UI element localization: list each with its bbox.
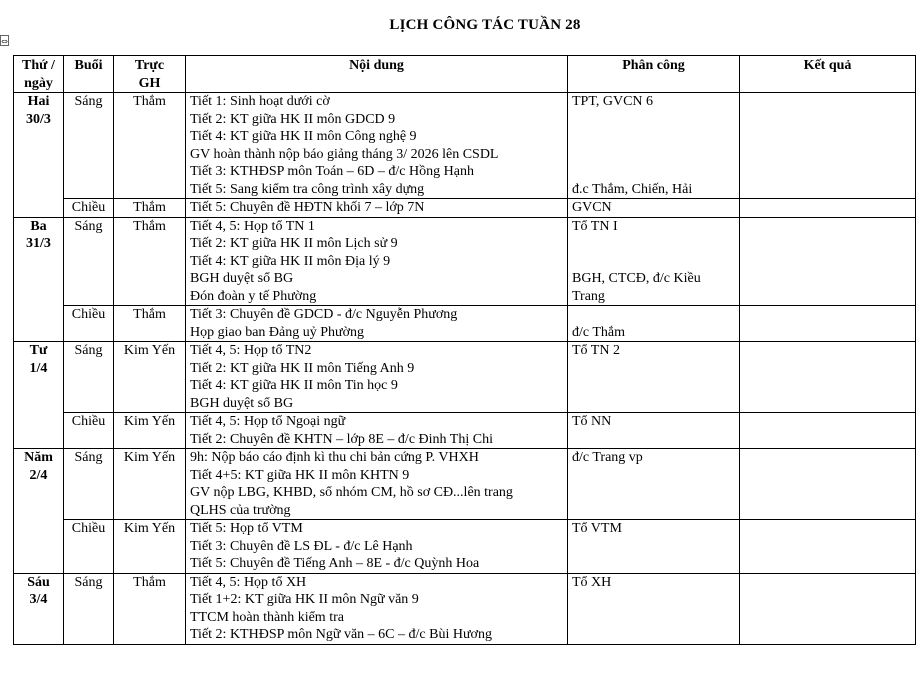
duty-cell: Thắm [114,217,186,306]
content-cell [186,306,568,342]
session-cell: Chiều [64,306,114,342]
content-line: TTCM hoàn thành kiểm tra [190,609,344,625]
day-cell [14,342,64,449]
content-line: Tiết 5: Sang kiểm tra công trình xây dựng [190,181,425,197]
content-line: Tiết 4, 5: Họp tổ TN 1 [190,218,315,234]
day-date: 31/3 [26,236,51,251]
content-cell [186,199,568,218]
assignment-cell [568,413,740,449]
session-cell: Sáng [64,217,114,306]
header-day: Thứ / ngày [14,56,64,93]
result-cell[interactable] [740,520,916,574]
duty-cell: Kim Yến [114,520,186,574]
content-line: Tiết 3: Chuyên đề LS ĐL - đ/c Lê Hạnh [190,538,413,554]
move-handle-icon[interactable]: ⇔ [1,37,8,46]
assignment-cell [568,306,740,342]
day-cell [14,93,64,218]
content-line: GV nộp LBG, KHBD, sổ nhóm CM, hồ sơ CĐ...lên trang [190,485,513,500]
result-cell[interactable] [740,573,916,644]
header-session: Buổi [64,56,114,93]
assignment-line [572,253,735,271]
content-line: Tiết 4: KT giữa HK II môn Địa lý 9 [190,253,391,269]
content-line: Họp giao ban Đảng uỷ Phường [190,324,365,340]
content-line: Tiết 4: KT giữa HK II môn Công nghệ 9 [190,129,417,144]
content-cell [186,217,568,306]
duty-cell: Kim Yến [114,342,186,413]
header-result: Kết quả [740,56,916,93]
content-line: GV hoàn thành nộp báo giảng tháng 3/ 2026 lên CSDL [190,146,499,162]
content-line: Đón đoàn y tế Phường [190,288,317,304]
assignment-line: đ/c Thắm [572,324,626,340]
result-cell[interactable] [740,342,916,413]
session-cell: Chiều [64,413,114,449]
table-row [14,520,916,574]
assignment-line: Tổ TN 2 [572,343,620,358]
assignment-line: BGH, CTCĐ, đ/c Kiều [572,271,701,286]
assignment-line: Tổ NN [572,414,612,429]
assignment-line: TPT, GVCN 6 [572,94,654,109]
result-cell[interactable] [740,449,916,520]
content-cell [186,413,568,449]
session-cell: Chiều [64,199,114,218]
content-line: Tiết 2: KT giữa HK II môn Lịch sử 9 [190,236,398,251]
result-cell[interactable] [740,217,916,306]
duty-cell: Kim Yến [114,449,186,520]
day-name: Tư [29,343,48,358]
result-cell[interactable] [740,413,916,449]
table-row [14,93,916,199]
content-line: Tiết 5: Chuyên đề Tiếng Anh – 8E - đ/c Quỳnh Hoa [190,556,480,571]
session-cell: Sáng [64,573,114,644]
assignment-line [572,163,735,181]
content-line: 9h: Nộp báo cáo định kì thu chi bản cứng P. VHXH [190,450,479,465]
assignment-line [572,111,735,129]
session-cell: Sáng [64,342,114,413]
content-line: Tiết 5: Họp tổ VTM [190,521,303,536]
result-cell[interactable] [740,93,916,199]
header-row [14,56,916,93]
assignment-line [572,146,735,164]
assignment-line [572,235,735,253]
table-row [14,573,916,644]
assignment-cell [568,520,740,574]
duty-cell: Thắm [114,93,186,199]
table-row [14,217,916,306]
content-cell [186,449,568,520]
result-cell[interactable] [740,306,916,342]
content-line: Tiết 5: Chuyên đề HĐTN khối 7 – lớp 7N [190,200,425,215]
assignment-line: Tổ TN I [572,218,618,234]
table-row [14,449,916,520]
assignment-line: GVCN [572,200,612,215]
assignment-line: Trang [572,288,605,304]
content-cell [186,93,568,199]
table-row [14,306,916,342]
header-duty: Trực GH [114,56,186,93]
day-cell [14,449,64,574]
duty-cell: Kim Yến [114,413,186,449]
header-content: Nội dung [186,56,568,93]
content-line: BGH duyệt sổ BG [190,271,294,286]
content-line: Tiết 4, 5: Họp tổ Ngoại ngữ [190,414,346,429]
assignment-cell [568,93,740,199]
content-line: Tiết 3: Chuyên đề GDCD - đ/c Nguyễn Phương [190,307,458,322]
table-row [14,342,916,413]
assignment-line [572,306,735,324]
content-line: Tiết 2: KT giữa HK II môn GDCD 9 [190,111,396,127]
assignment-line: Tổ VTM [572,521,622,536]
session-cell: Sáng [64,93,114,199]
content-cell [186,573,568,644]
assignment-cell [568,199,740,218]
content-line: Tiết 2: KT giữa HK II môn Tiếng Anh 9 [190,360,415,376]
day-name: Sáu [27,574,50,590]
assignment-line: đ.c Thắm, Chiến, Hải [572,181,693,197]
day-date: 2/4 [29,467,48,483]
duty-cell: Thắm [114,573,186,644]
content-line: Tiết 4: KT giữa HK II môn Tin học 9 [190,378,398,393]
day-date: 3/4 [29,592,48,607]
assignment-line [572,128,735,146]
table-row [14,413,916,449]
day-date: 30/3 [26,111,51,127]
header-assignment: Phân công [568,56,740,93]
content-line: Tiết 3: KTHĐSP môn Toán – 6D – đ/c Hồng Hạnh [190,164,474,179]
result-cell[interactable] [740,199,916,218]
day-cell [14,573,64,644]
content-cell [186,342,568,413]
day-name: Năm [24,450,53,465]
assignment-line: đ/c Trang vp [572,450,643,465]
day-name: Hai [27,94,50,109]
content-line: QLHS của trường [190,502,291,518]
day-cell [14,217,64,342]
assignment-line: Tổ XH [572,574,612,590]
content-line: Tiết 4+5: KT giữa HK II môn KHTN 9 [190,467,410,483]
content-line: Tiết 1+2: KT giữa HK II môn Ngữ văn 9 [190,592,419,607]
page-title: LỊCH CÔNG TÁC TUẦN 28 [389,17,581,33]
assignment-cell [568,449,740,520]
content-line: Tiết 4, 5: Họp tổ TN2 [190,343,312,358]
assignment-cell [568,342,740,413]
session-cell: Chiều [64,520,114,574]
duty-cell: Thắm [114,306,186,342]
content-cell [186,520,568,574]
content-line: Tiết 2: Chuyên đề KHTN – lớp 8E – đ/c Đinh Thị Chi [190,431,493,447]
content-line: Tiết 4, 5: Họp tổ XH [190,574,307,590]
assignment-cell [568,217,740,306]
content-line: Tiết 1: Sinh hoạt dưới cờ [190,94,330,109]
content-line: Tiết 2: KTHĐSP môn Ngữ văn – 6C – đ/c Bùi Hương [190,627,492,642]
duty-cell: Thắm [114,199,186,218]
content-line: BGH duyệt sổ BG [190,395,294,411]
day-date: 1/4 [29,360,48,376]
day-name: Ba [30,218,47,234]
assignment-cell [568,573,740,644]
schedule-table [13,55,916,645]
session-cell: Sáng [64,449,114,520]
table-row [14,199,916,218]
